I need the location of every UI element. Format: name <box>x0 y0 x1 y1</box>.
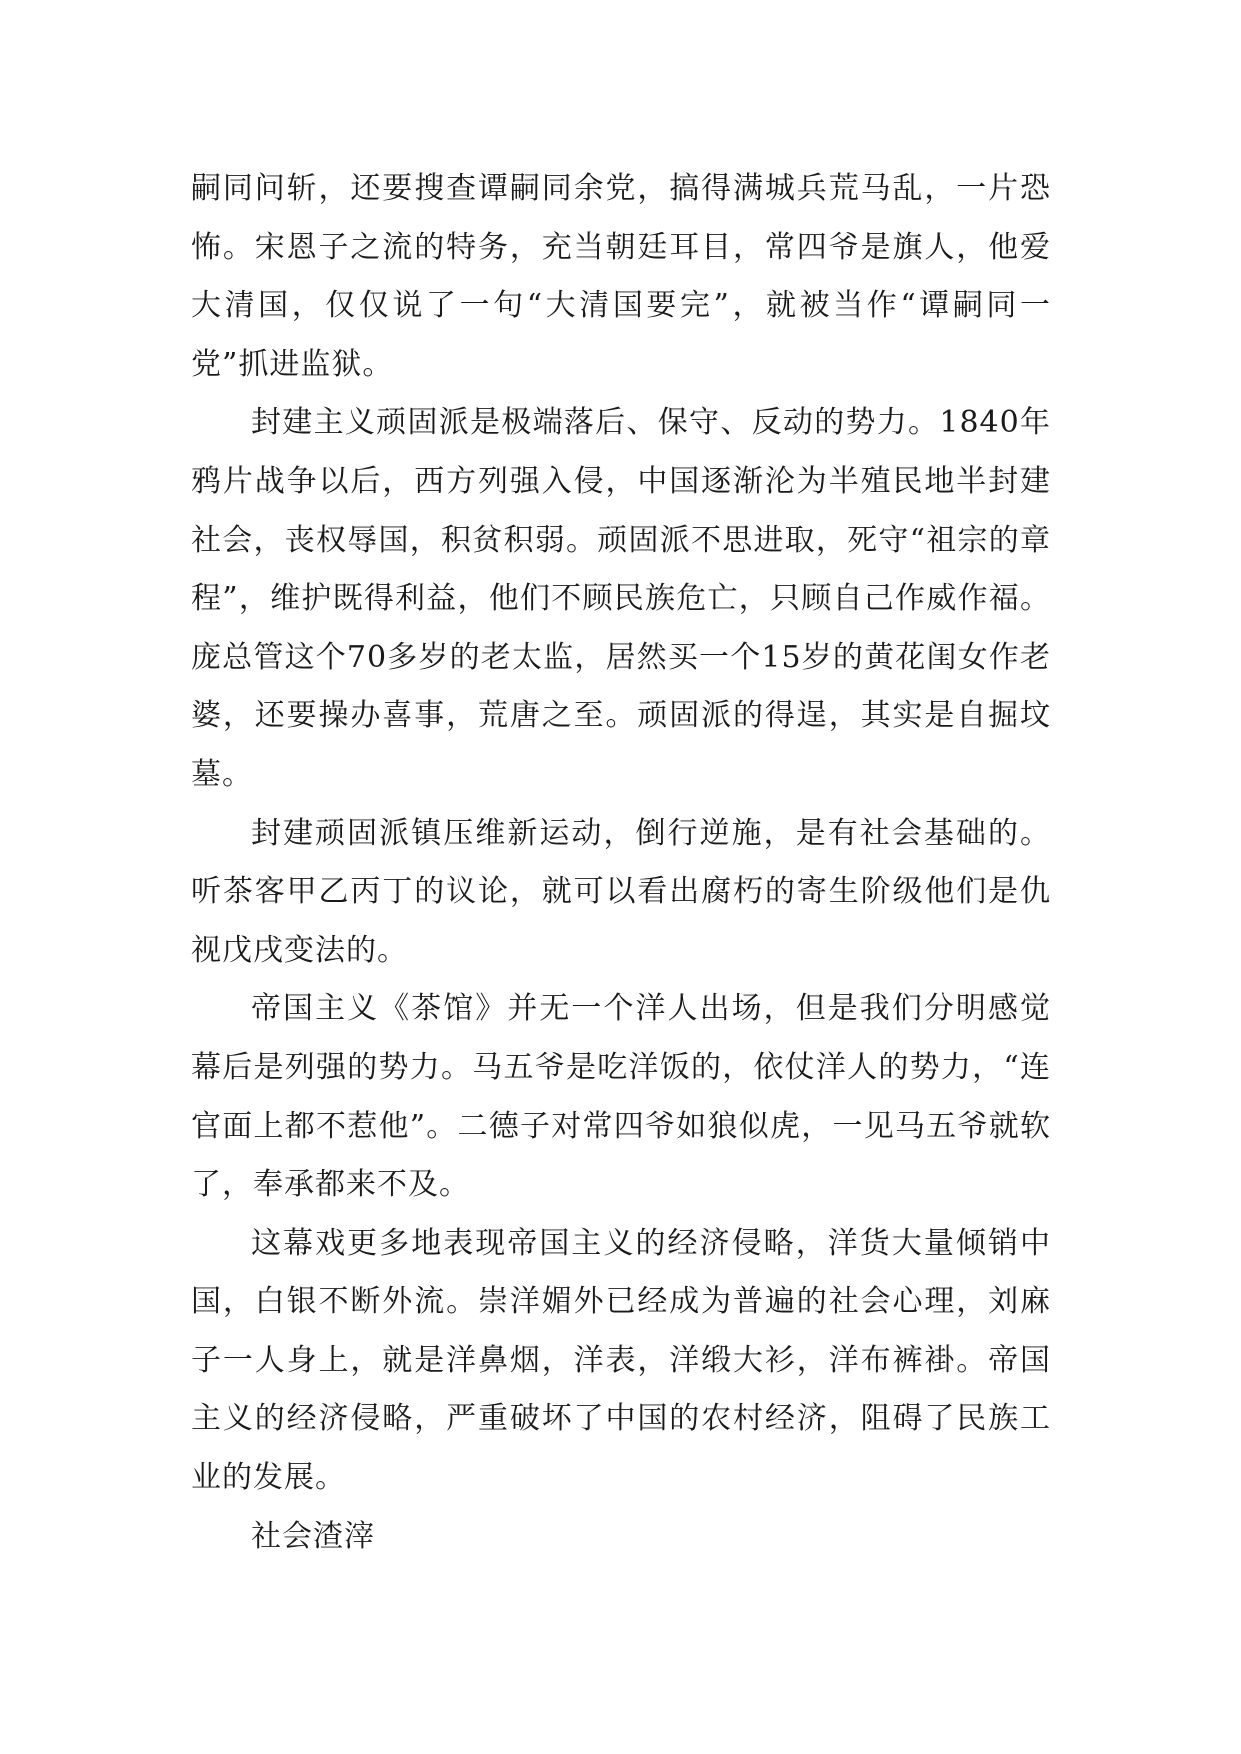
paragraph-continued: 嗣同问斩，还要搜查谭嗣同余党，搞得满城兵荒马乱，一片恐怖。宋恩子之流的特务，充当朝廷耳目，常四爷是旗人，他爱大清国，仅仅说了一句“大清国要完”，就被当作“谭嗣同一党”抓进监狱。 <box>191 171 1051 382</box>
paragraph: 封建顽固派镇压维新运动，倒行逆施，是有社会基础的。听茶客甲乙丙丁的议论，就可以看出腐朽的寄生阶级他们是仇视戊戌变法的。 <box>191 815 1051 968</box>
paragraph: 这幕戏更多地表现帝国主义的经济侵略，洋货大量倾销中国，白银不断外流。崇洋媚外已经成为普遍的社会心理，刘麻子一人身上，就是洋鼻烟，洋表，洋缎大衫，洋布裤褂。帝国主义的经济侵略，严重破坏了中国的农村经济，阻碍了民族工业的发展。 <box>191 1225 1051 1496</box>
paragraph: 帝国主义《茶馆》并无一个洋人出场，但是我们分明感觉幕后是列强的势力。马五爷是吃洋饭的，依仗洋人的势力，“连官面上都不惹他”。二德子对常四爷如狼似虎，一见马五爷就软了，奉承都来不及。 <box>191 991 1051 1203</box>
paragraph: 封建主义顽固派是极端落后、保守、反动的势力。1840年鸦片战争以后，西方列强入侵，中国逐渐沦为半殖民地半封建社会，丧权辱国，积贫积弱。顽固派不思进取，死守“祖宗的章程”，维护既得利益，他们不顾民族危亡，只顾自己作威作福。庞总管这个70多岁的老太监，居然买一个15岁的黄花闺女作老婆，还要操办喜事，荒唐之至。顽固派的得逞，其实是自掘坟墓。 <box>191 405 1051 792</box>
document-page <box>191 160 1051 1566</box>
section-heading: 社会渣滓 <box>251 1518 375 1554</box>
